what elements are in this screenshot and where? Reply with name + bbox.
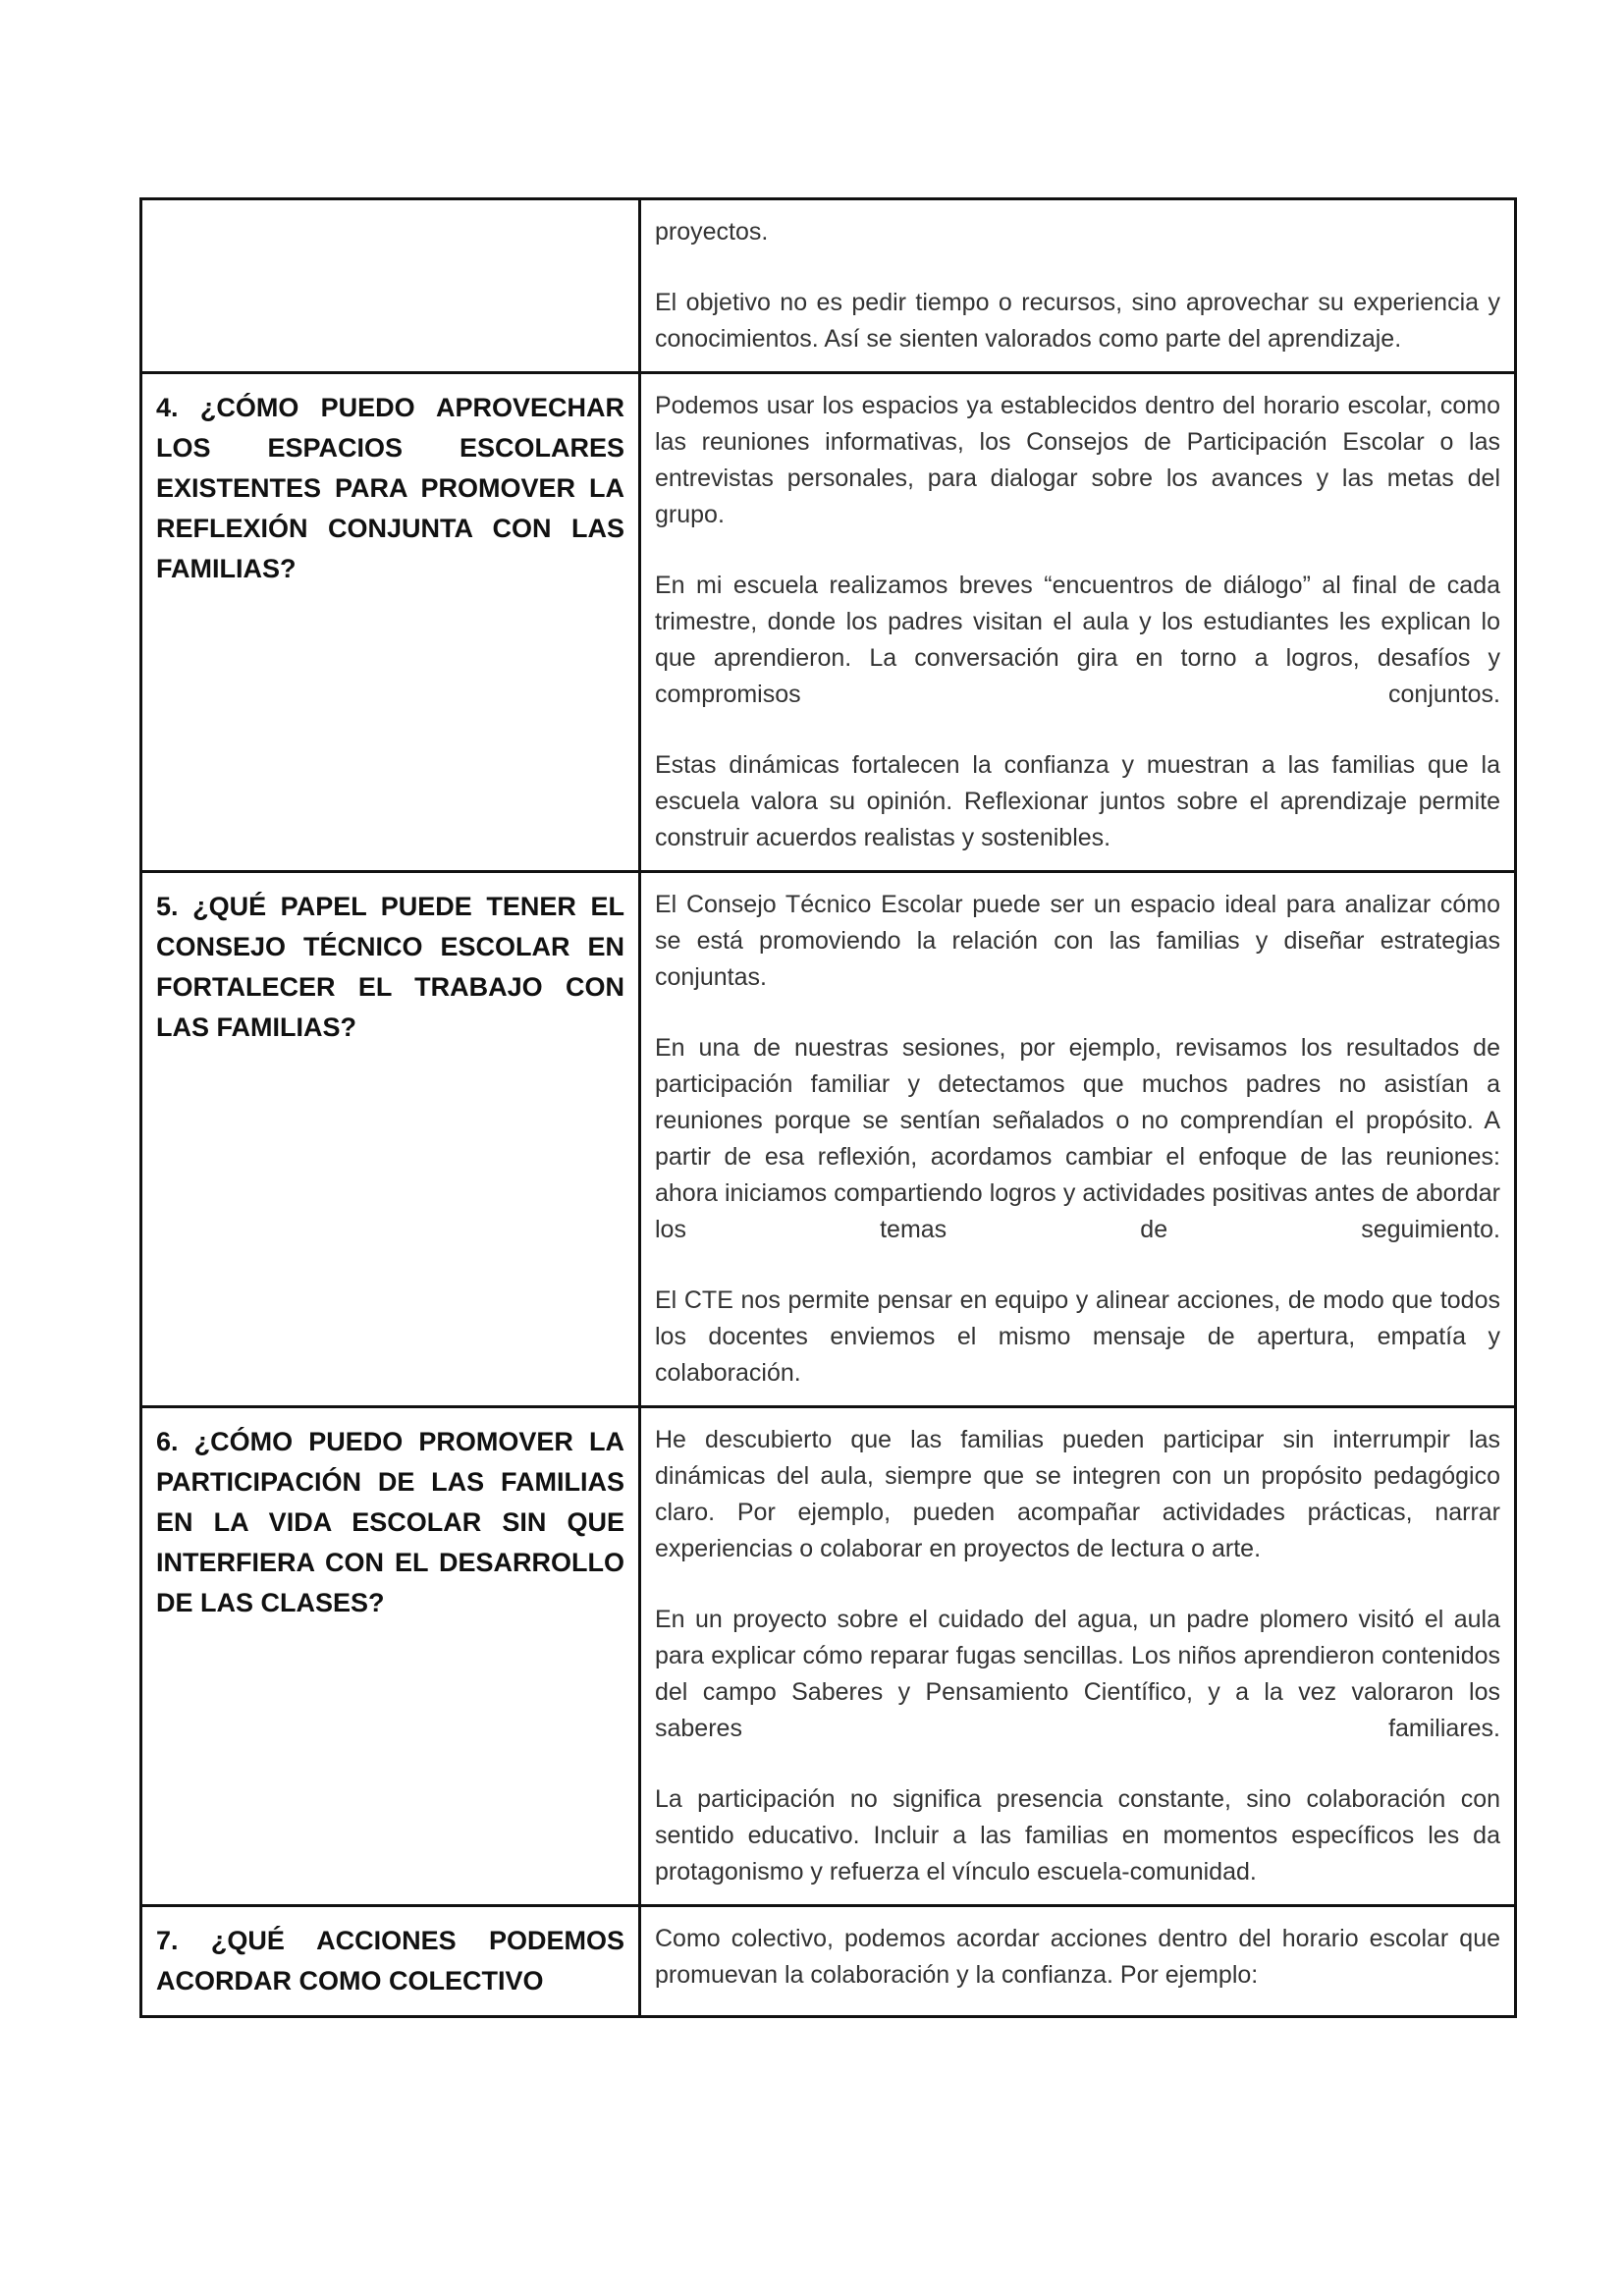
answer-paragraph: Podemos usar los espacios ya establecidos dentro del horario escolar, como las reuniones informativas, los Consejos de Participación Escolar o las entrevistas personales, para dialogar sobre los avances y las metas del grupo. (655, 392, 1500, 528)
answer-paragraph: Como colectivo, podemos acordar acciones dentro del horario escolar que promuevan la colaboración y la confianza. Por ejemplo: (655, 1925, 1500, 1989)
question-text: 4. ¿CÓMO PUEDO APROVECHAR LOS ESPACIOS ESCOLARES EXISTENTES PARA PROMOVER LA REFLEXIÓN CONJUNTA CON LAS FAMILIAS? (156, 393, 624, 583)
table-row (141, 1407, 1516, 1906)
question-cell (141, 1906, 640, 2017)
question-text: 5. ¿QUÉ PAPEL PUEDE TENER EL CONSEJO TÉCNICO ESCOLAR EN FORTALECER EL TRABAJO CON LAS FAMILIAS? (156, 892, 624, 1042)
answer-paragraph: En mi escuela realizamos breves “encuentros de diálogo” al final de cada trimestre, donde los padres visitan el aula y los estudiantes les explican lo que aprendieron. La conversación gira en torno a logros, desafíos y compromisos conjuntos. (655, 572, 1500, 708)
table-row (141, 872, 1516, 1407)
question-cell (141, 199, 640, 373)
question-text: 6. ¿CÓMO PUEDO PROMOVER LA PARTICIPACIÓN DE LAS FAMILIAS EN LA VIDA ESCOLAR SIN QUE INTERFIERA CON EL DESARROLLO DE LAS CLASES? (156, 1427, 624, 1617)
answer-cell (640, 199, 1516, 373)
question-text: 7. ¿QUÉ ACCIONES PODEMOS ACORDAR COMO COLECTIVO (156, 1926, 624, 1995)
table-row (141, 199, 1516, 373)
answer-cell (640, 1407, 1516, 1906)
answer-cell (640, 872, 1516, 1407)
table-row (141, 1906, 1516, 2017)
table-row (141, 373, 1516, 872)
answer-paragraph: En un proyecto sobre el cuidado del agua, un padre plomero visitó el aula para explicar cómo reparar fugas sencillas. Los niños aprendieron contenidos del campo Saberes y Pensamiento Científico, y a la vez valoraron los saberes familiares. (655, 1606, 1500, 1742)
answer-paragraph: El CTE nos permite pensar en equipo y alinear acciones, de modo que todos los docentes enviemos el mismo mensaje de apertura, empatía y colaboración. (655, 1286, 1500, 1387)
answer-paragraph: El objetivo no es pedir tiempo o recursos, sino aprovechar su experiencia y conocimientos. Así se sienten valorados como parte del aprendizaje. (655, 289, 1500, 353)
question-cell (141, 373, 640, 872)
answer-cell (640, 373, 1516, 872)
answer-paragraph: proyectos. (655, 218, 769, 246)
question-cell (141, 1407, 640, 1906)
answer-cell (640, 1906, 1516, 2017)
answer-paragraph: El Consejo Técnico Escolar puede ser un espacio ideal para analizar cómo se está promoviendo la relación con las familias y diseñar estrategias conjuntas. (655, 891, 1500, 991)
answer-paragraph: He descubierto que las familias pueden participar sin interrumpir las dinámicas del aula, siempre que se integren con un propósito pedagógico claro. Por ejemplo, pueden acompañar actividades prácticas, narrar experiencias o colaborar en proyectos de lectura o arte. (655, 1426, 1500, 1562)
answer-paragraph: Estas dinámicas fortalecen la confianza y muestran a las familias que la escuela valora su opinión. Reflexionar juntos sobre el aprendizaje permite construir acuerdos realistas y sostenibles. (655, 751, 1500, 851)
question-cell (141, 872, 640, 1407)
answer-paragraph: La participación no significa presencia constante, sino colaboración con sentido educativo. Incluir a las familias en momentos específicos les da protagonismo y refuerza el vínculo escuela-comunidad. (655, 1785, 1500, 1886)
qa-table (139, 197, 1517, 2018)
answer-paragraph: En una de nuestras sesiones, por ejemplo, revisamos los resultados de participación familiar y detectamos que muchos padres no asistían a reuniones porque se sentían señalados o no comprendían el propósito. A partir de esa reflexión, acordamos cambiar el enfoque de las reuniones: ahora iniciamos compartiendo logros y actividades positivas antes de abordar los temas de seguimiento. (655, 1034, 1500, 1243)
